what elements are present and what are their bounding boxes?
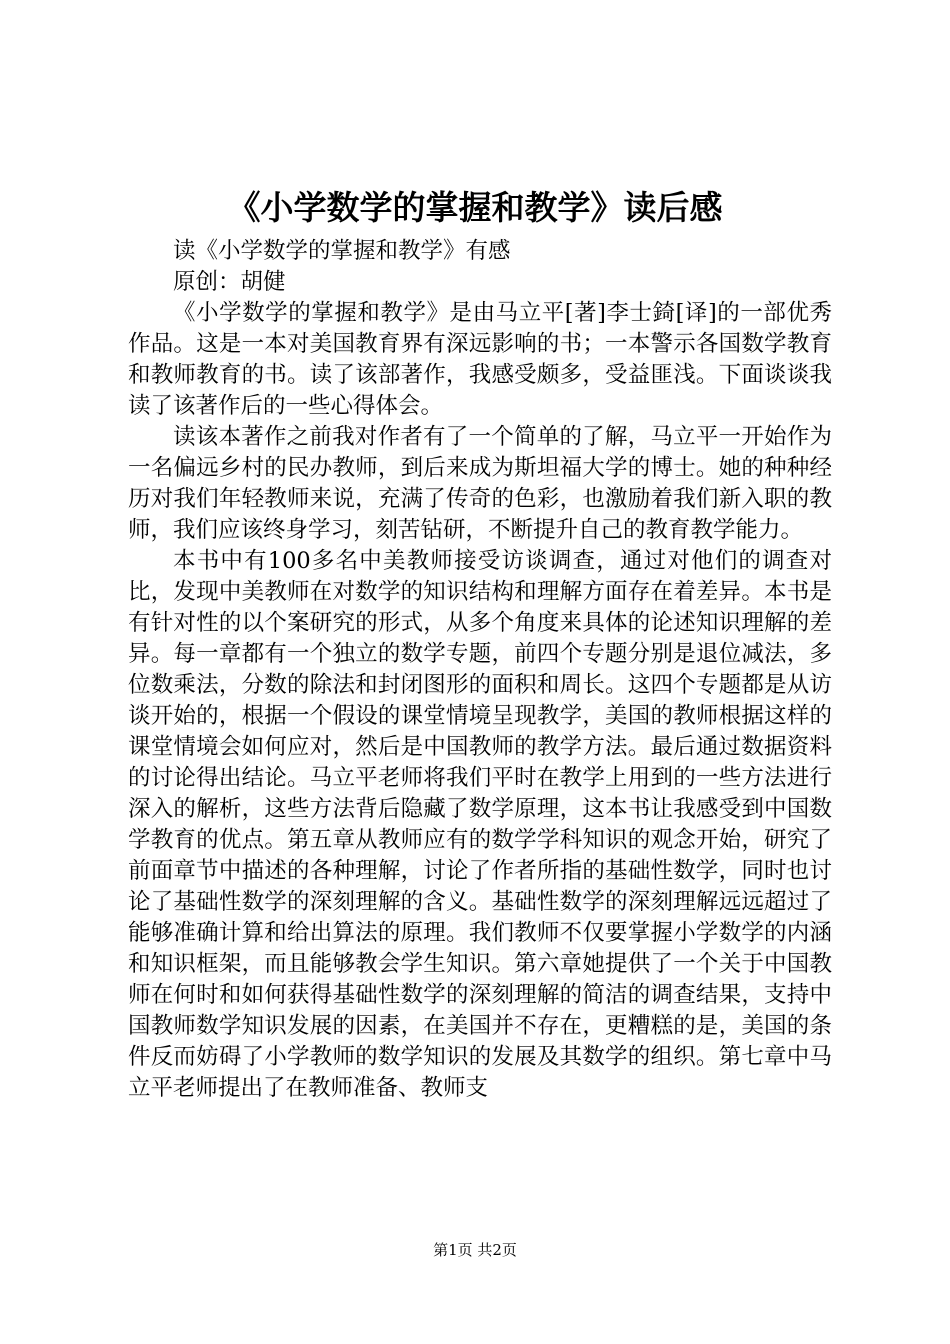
body-paragraph: 本书中有100多名中美教师接受访谈调查，通过对他们的调查对比，发现中美教师在对数学的知识结构和理解方面存在着差异。本书是有针对性的以个案研究的形式，从多个角度来具体的论述知识理解的差异。每一章都有一个独立的数学专题，前四个专题分别是退位减法，多位数乘法，分数的除法和封闭图形的面积和周长。这四个专题都是从访谈开始的，根据一个假设的课堂情境呈现教学，美国的教师根据这样的课堂情境会如何应对，然后是中国教师的教学方法。最后通过数据资料的讨论得出结论。马立平老师将我们平时在教学上用到的一些方法进行深入的解析，这些方法背后隐藏了数学原理，这本书让我感受到中国数学教育的优点。第五章从教师应有的数学学科知识的观念开始，研究了前面章节中描述的各种理解，讨论了作者所指的基础性数学，同时也讨论了基础性数学的深刻理解的含义。基础性数学的深刻理解远远超过了能够准确计算和给出算法的原理。我们教师不仅要掌握小学数学的内涵和知识框架，而且能够教会学生知识。第六章她提供了一个关于中国教师在何时和如何获得基础性数学的深刻理解的简洁的调查结果，支持中国教师数学知识发展的因素，在美国并不存在，更糟糕的是，美国的条件反而妨碍了小学教师的数学知识的发展及其数学的组织。第七章中马立平老师提出了在教师准备、教师支 — [128, 548, 832, 1101]
document-body — [128, 236, 832, 1104]
author-line: 原创：胡健 — [173, 269, 286, 295]
body-paragraph: 《小学数学的掌握和教学》是由马立平[著]李士錡[译]的一部优秀作品。这是一本对美国教育界有深远影响的书；一本警示各国数学教育和教师教育的书。读了该部著作，我感受颇多，受益匪浅。下面谈谈我读了该著作后的一些心得体会。 — [128, 300, 832, 419]
body-paragraph: 读该本著作之前我对作者有了一个简单的了解，马立平一开始作为一名偏远乡村的民办教师，到后来成为斯坦福大学的博士。她的种种经历对我们年轻教师来说，充满了传奇的色彩，也激励着我们新入职的教师，我们应该终身学习，刻苦钻研，不断提升自己的教育教学能力。 — [128, 424, 832, 543]
page-footer: 第1页 共2页 — [433, 1241, 517, 1259]
subtitle-line: 读《小学数学的掌握和教学》有感 — [173, 238, 511, 264]
document-title: 《小学数学的掌握和教学》读后感 — [227, 188, 723, 227]
